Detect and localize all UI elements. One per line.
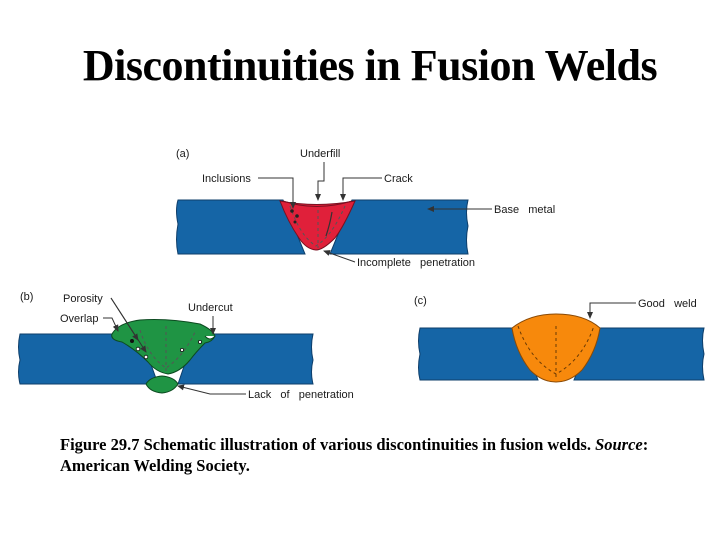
caption-source-text: : American Welding Society. — [60, 435, 649, 475]
label-good-weld: Good weld — [638, 298, 697, 310]
panel-a — [176, 148, 555, 269]
label-porosity: Porosity — [63, 293, 103, 305]
panel-b-porosity-void — [198, 340, 201, 343]
label-inclusions: Inclusions — [202, 173, 251, 185]
panel-b — [19, 291, 354, 401]
label-base-metal: Base metal — [494, 204, 556, 216]
panel-b-porosity-void — [180, 348, 183, 351]
panel-a-inclusion-dot — [290, 209, 294, 213]
leader-lack-of-penetration — [178, 386, 246, 394]
figure-caption — [60, 434, 700, 476]
panel-b-tag: (b) — [20, 291, 34, 303]
panel-a-inclusion-dot — [295, 214, 299, 218]
label-undercut: Undercut — [188, 302, 233, 314]
leader-good-weld — [590, 303, 636, 318]
label-incomplete-penetration: Incomplete penetration — [357, 257, 476, 269]
panel-b-porosity-void — [144, 355, 148, 359]
label-lack-of-penetration: Lack of penetration — [248, 389, 354, 401]
panel-c — [414, 295, 704, 382]
label-crack: Crack — [384, 173, 413, 185]
label-overlap: Overlap — [60, 313, 99, 325]
panel-a-inclusion-dot — [294, 221, 297, 224]
panel-a-tag: (a) — [176, 148, 190, 160]
panel-b-porosity-void — [130, 339, 134, 343]
slide-title: Discontinuities in Fusion Welds — [82, 41, 658, 90]
panel-c-tag: (c) — [414, 295, 427, 307]
leader-crack — [343, 178, 382, 200]
panel-b-porosity-void — [136, 347, 140, 351]
caption-source-label: Source — [595, 435, 643, 454]
caption-text: Figure 29.7 Schematic illustration of various discontinuities in fusion welds. — [60, 435, 596, 454]
leader-underfill — [318, 162, 324, 200]
label-underfill: Underfill — [300, 148, 341, 160]
